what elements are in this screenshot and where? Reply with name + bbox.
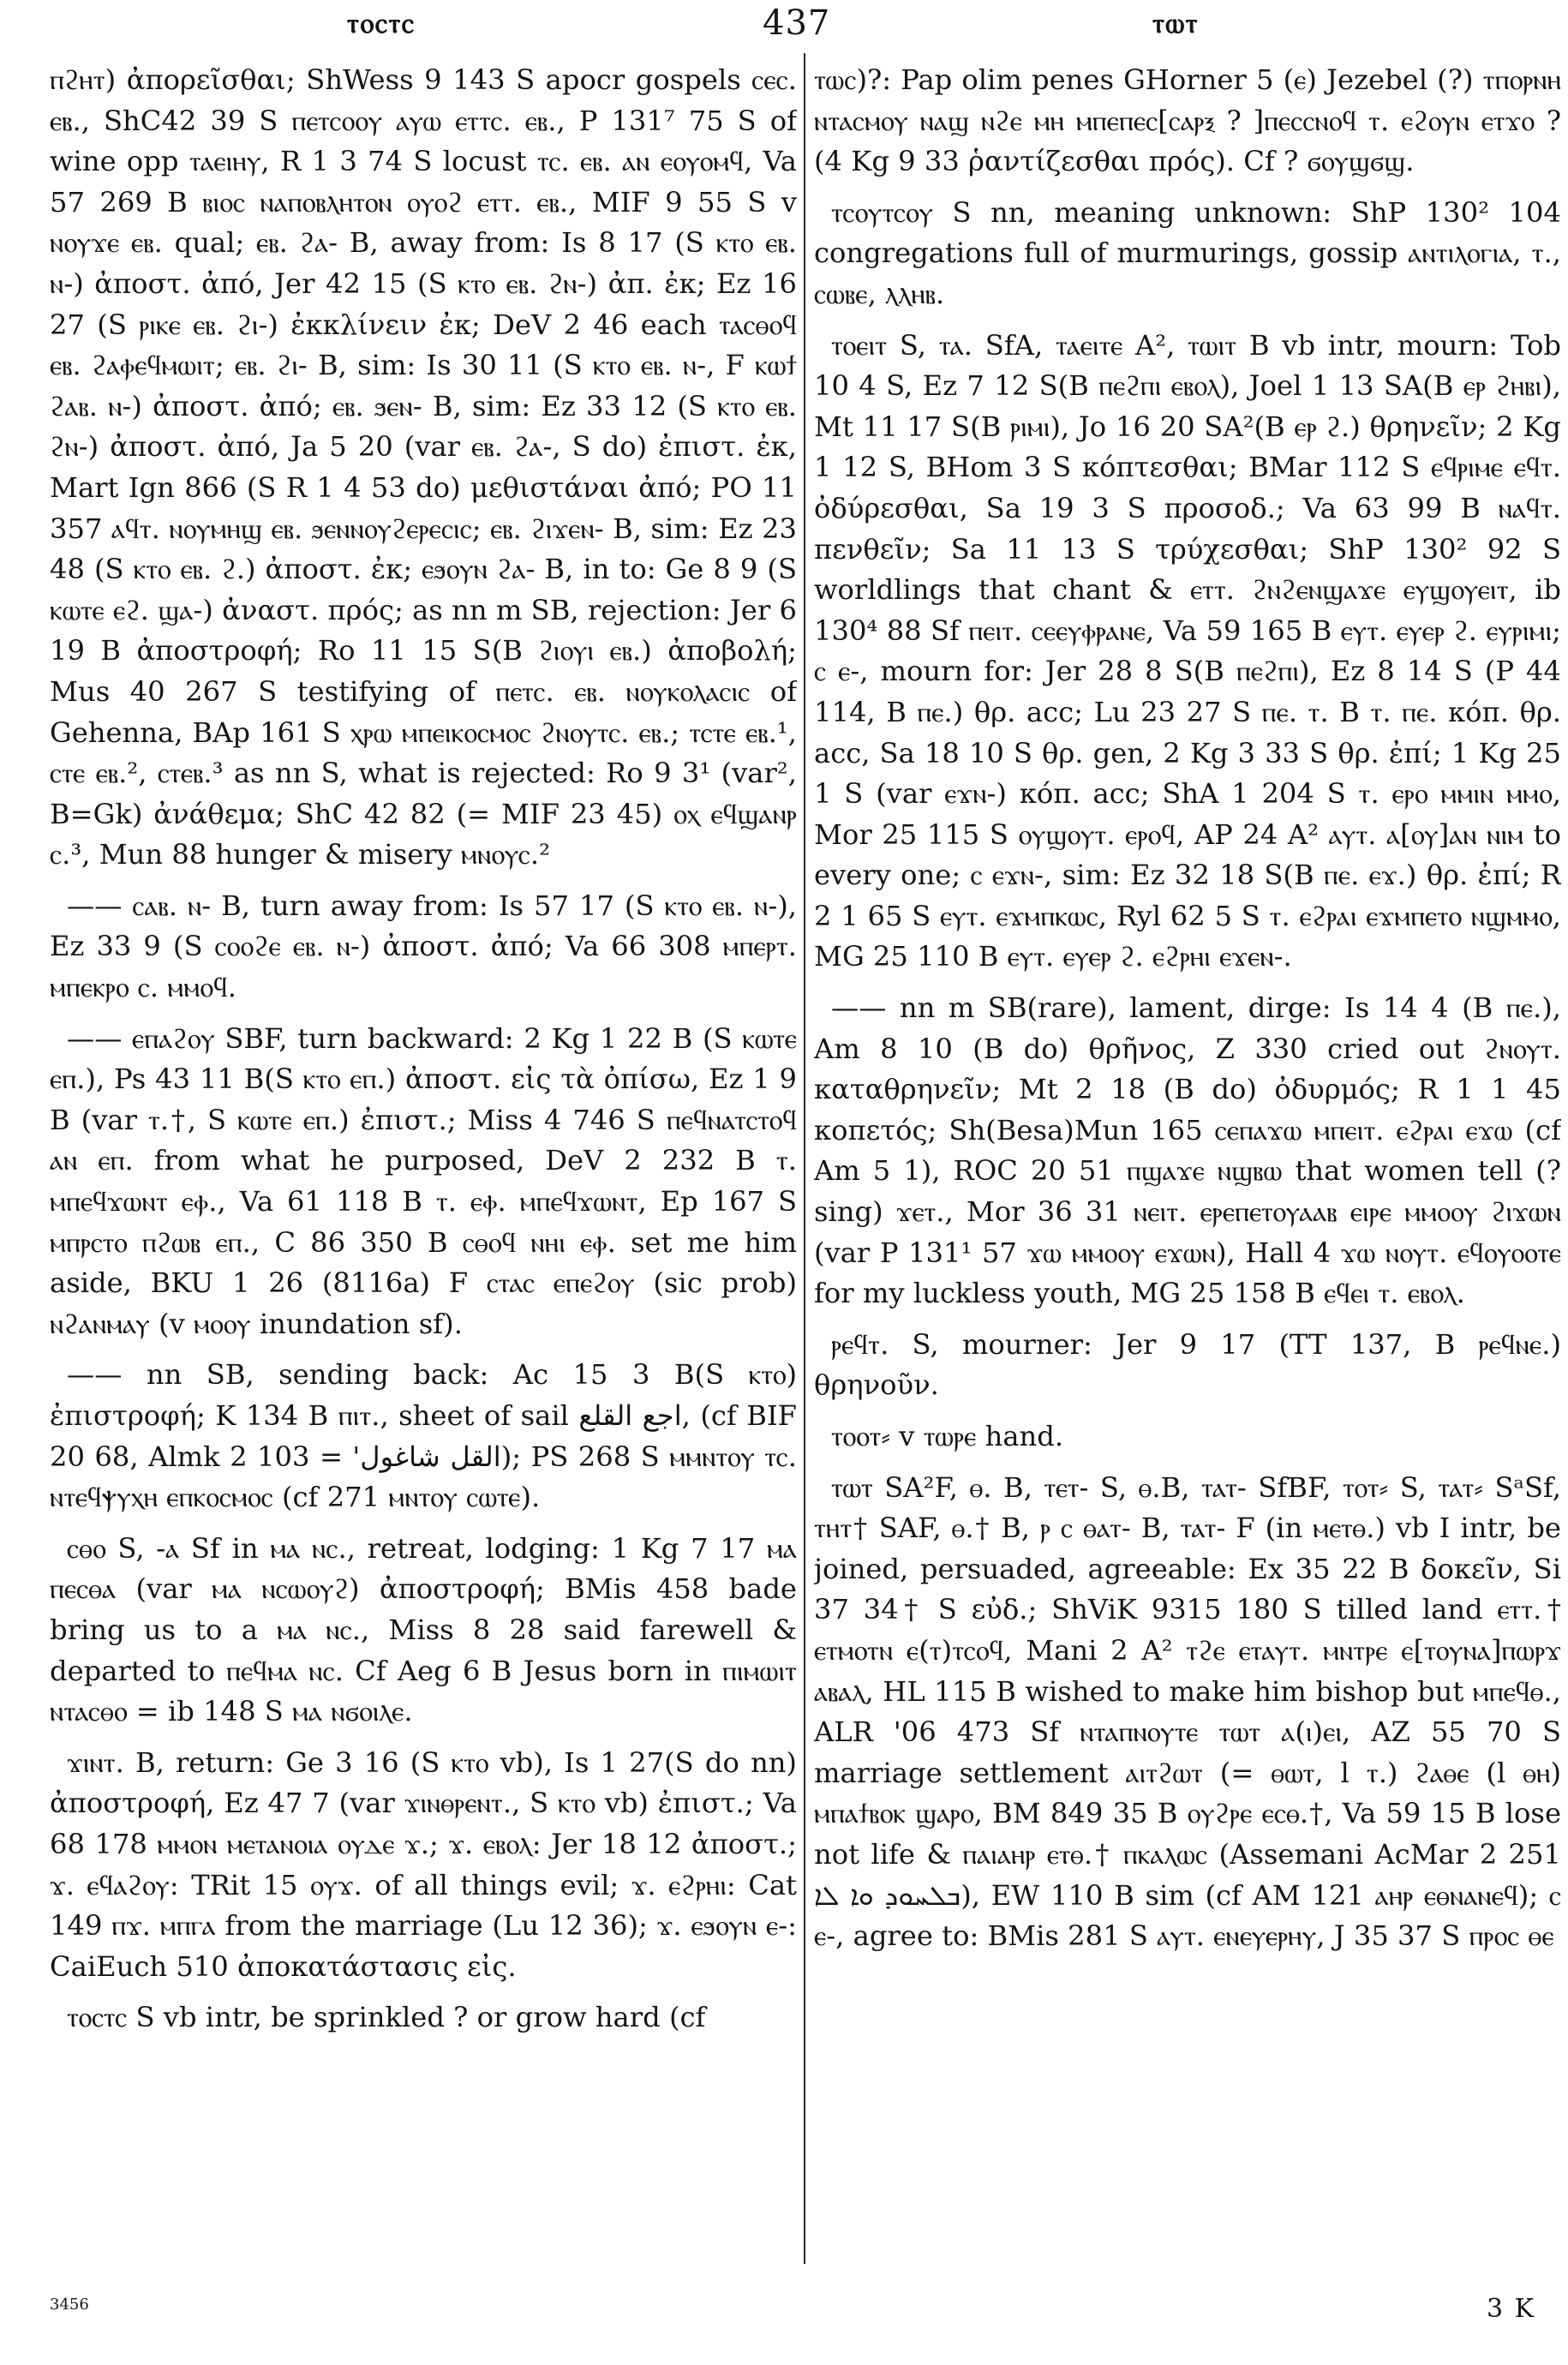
left-column — [50, 60, 797, 2271]
page-number: 437 — [763, 3, 831, 43]
running-head-left: ⲧⲟⲥⲧⲥ — [347, 7, 416, 39]
entry-paragraph: —— nn m SB(rare), lament, dirge: Is 14 4 (B ⲡⲉ.), Am 8 10 (B do) θρῆνος, Z 330 cried out ϩⲛⲟⲩⲧ. καταθρηνεῖν; Mt 2 18 (B do) ὀδυρμός; R 1 1 45 κοπετός; Sh(Besa)Mun 165 ⲥⲉⲡⲁϫⲱ ⲙⲡⲉⲓⲧ. ⲉϩⲣⲁⲓ ⲉϫⲱ (cf Am 5 1), ROC 20 51 ⲡϣⲁϫⲉ ⲛϣⲃⲱ that women tell (? sing) ϫⲉⲧ., Mor 36 31 ⲛⲉⲓⲧ. ⲉⲣⲉⲡⲉⲧⲟⲩⲁⲁⲃ ⲉⲓⲣⲉ ⲙⲙⲟⲟⲩ ϩⲓϫⲱⲛ (var P 131¹ 57 ϫⲱ ⲙⲙⲟⲟⲩ ⲉϫⲱⲛ), Hall 4 ϫⲱ ⲛⲟⲩⲧ. ⲉϥⲟⲩⲟⲟⲧⲉ for my luckless youth, MG 25 158 B ⲉϥⲉⲓ ⲧ. ⲉⲃⲟⲗ. — [814, 991, 1561, 1310]
entry-paragraph: ⲥⲑⲟ S, -ⲁ Sf in ⲙⲁ ⲛⲥ., retreat, lodging: 1 Kg 7 17 ⲙⲁ ⲡⲉⲥⲑⲁ (var ⲙⲁ ⲛⲥⲱⲟⲩϩ) ἀποστροφή; BMis 458 bade bring us to a ⲙⲁ ⲛⲥ., Miss 8 28 said farewell & departed to ⲡⲉϥⲙⲁ ⲛⲥ. Cf Aeg 6 B Jesus born in ⲡⲓⲙⲱⲓⲧ ⲛⲧⲁⲥⲑⲟ = ib 148 S ⲙⲁ ⲛϭⲟⲓⲗⲉ. — [50, 1531, 797, 1728]
right-column — [814, 60, 1561, 2271]
entry-paragraph: ⲧⲟⲥⲧⲥ S vb intr, be sprinkled ? or grow hard (cf — [67, 2001, 706, 2034]
entry-paragraph: —— ⲥⲁⲃ. ⲛ- B, turn away from: Is 57 17 (S ⲕⲧⲟ ⲉⲃ. ⲛ-), Ez 33 9 (S ⲥⲟⲟϩⲉ ⲉⲃ. ⲛ-) ἀποστ. ἀπό; Va 66 308 ⲙⲡⲉⲣⲧ. ⲙⲡⲉⲕⲣⲟ ⲥ. ⲙⲙⲟϥ. — [50, 889, 797, 1004]
entry-paragraph: ⲧⲱⲥ)?: Pap olim penes GHorner 5 (ⲉ) Jezebel (?) ⲧⲡⲟⲣⲛⲏ ⲛⲧⲁⲥⲙⲟⲩ ⲛⲁϣ ⲛϩⲉ ⲙⲏ ⲙⲡⲉⲡⲉⲥ[ⲥⲁⲣⲝ ? ]ⲡⲉⲥⲥⲛⲟϥ ⲧ. ⲉϩⲟⲩⲛ ⲉⲧϫⲟ ? (4 Kg 9 33 ῥαντίζεσθαι πρός). Cf ? ϭⲟⲩϣϭϣ. — [814, 63, 1561, 178]
column-divider — [804, 53, 805, 2264]
entry-paragraph: —— ⲉⲡⲁϩⲟⲩ SBF, turn backward: 2 Kg 1 22 B (S ⲕⲱⲧⲉ ⲉⲡ.), Ps 43 11 B(S ⲕⲧⲟ ⲉⲡ.) ἀποστ. εἰς τὰ ὀπίσω, Ez 1 9 B (var ⲧ.†, S ⲕⲱⲧⲉ ⲉⲡ.) ἐπιστ.; Miss 4 746 S ⲡⲉϥⲛⲁⲧⲥⲧⲟϥ ⲁⲛ ⲉⲡ. from what he purposed, DeV 2 232 B ⲧ. ⲙⲡⲉϥϫⲱⲛⲧ ⲉⲫ., Va 61 118 B ⲧ. ⲉⲫ. ⲙⲡⲉϥϫⲱⲛⲧ, Ep 167 S ⲙⲡⲣⲥⲧⲟ ⲡϩⲱⲃ ⲉⲡ., C 86 350 B ⲥⲑⲟϥ ⲛⲏⲓ ⲉⲫ. set me him aside, BKU 1 26 (8116a) F ⲥⲧⲁⲥ ⲉⲡⲉϩⲟⲩ (sic prob) ⲛϩⲁⲛⲙⲁⲩ (v ⲙⲟⲟⲩ inundation sf). — [50, 1021, 797, 1340]
entry-paragraph: ⲧⲥⲟⲩⲧⲥⲟⲩ S nn, meaning unknown: ShP 130² 104 congregations full of murmurings, gossip ⲁⲛⲧⲓⲗⲟⲅⲓⲁ, ⲧ., ⲥⲱⲃⲉ, ⲗⲗⲏⲃ. — [814, 195, 1561, 310]
footer-print-code: 3456 — [50, 2296, 89, 2314]
entry-paragraph: ⲡϩⲏⲧ) ἀπορεῖσθαι; ShWess 9 143 S apocr gospels ⲥⲉⲥ. ⲉⲃ., ShC42 39 S ⲡⲉⲧⲥⲟⲟⲩ ⲁⲩⲱ ⲉⲧⲧⲥ. ⲉⲃ., P 131⁷ 75 S of wine opp ⲧⲁⲉⲓⲏⲩ, R 1 3 74 S locust ⲧⲥ. ⲉⲃ. ⲁⲛ ⲉⲟⲩⲟⲙϥ, Va 57 269 B ⲃⲓⲟⲥ ⲛⲁⲡⲟⲃⲗⲏⲧⲟⲛ ⲟⲩⲟϩ ⲉⲧⲧ. ⲉⲃ., MIF 9 55 S v ⲛⲟⲩϫⲉ ⲉⲃ. qual; ⲉⲃ. ϩⲁ- B, away from: Is 8 17 (S ⲕⲧⲟ ⲉⲃ. ⲛ-) ἀποστ. ἀπό, Jer 42 15 (S ⲕⲧⲟ ⲉⲃ. ϩⲛ-) ἀπ. ἐκ; Ez 16 27 (S ⲣⲓⲕⲉ ⲉⲃ. ϩⲓ-) ἐκκλίνειν ἐκ; DeV 2 46 each ⲧⲁⲥⲑⲟϥ ⲉⲃ. ϩⲁⲫⲉϥⲙⲱⲓⲧ; ⲉⲃ. ϩⲓ- B, sim: Is 30 11 (S ⲕⲧⲟ ⲉⲃ. ⲛ-, F ⲕⲱϯ ϩⲁⲃ. ⲛ-) ἀποστ. ἀπό; ⲉⲃ. ϧⲉⲛ- B, sim: Ez 33 12 (S ⲕⲧⲟ ⲉⲃ. ϩⲛ-) ἀποστ. ἀπό, Ja 5 20 (var ⲉⲃ. ϩⲁ-, S do) ἐπιστ. ἐκ, Mart Ign 866 (S R 1 4 53 do) μεθιστάναι ἀπό; PO 11 357 ⲁϥⲧ. ⲛⲟⲩⲙⲏϣ ⲉⲃ. ϧⲉⲛⲛⲟⲩϩⲉⲣⲉⲥⲓⲥ; ⲉⲃ. ϩⲓϫⲉⲛ- B, sim: Ez 23 48 (S ⲕⲧⲟ ⲉⲃ. ϩ.) ἀποστ. ἐκ; ⲉϧⲟⲩⲛ ϩⲁ- B, in to: Ge 8 9 (S ⲕⲱⲧⲉ ⲉϩ. ϣⲁ-) ἀναστ. πρός; as nn m SB, rejection: Jer 6 19 B ἀποστροφή; Ro 11 15 S(B ϩⲓⲟⲩⲓ ⲉⲃ.) ἀποβολή; Mus 40 267 S testifying of ⲡⲉⲧⲥ. ⲉⲃ. ⲛⲟⲩⲕⲟⲗⲁⲥⲓⲥ of Gehenna, BAp 161 S ⲭⲣⲱ ⲙⲡⲉⲓⲕⲟⲥⲙⲟⲥ ϩⲛⲟⲩⲧⲥ. ⲉⲃ.; ⲧⲥⲧⲉ ⲉⲃ.¹, ⲥⲧⲉ ⲉⲃ.², ⲥⲧⲉⲃ.³ as nn S, what is rejected: Ro 9 3¹ (var², B=Gk) ἀνάθεμα; ShC 42 82 (= MIF 23 45) ⲟⲭ ⲉϥϣⲁⲛⲣ ⲥ.³, Mun 88 hunger & misery ⲙⲛⲟⲩⲥ.² — [50, 63, 797, 871]
entry-paragraph: ⲧⲟⲟⲧ⸗ v ⲧⲱⲣⲉ hand. — [831, 1420, 1064, 1452]
entry-paragraph: ⲧⲟⲉⲓⲧ S, ⲧⲁ. SfA, ⲧⲁⲉⲓⲧⲉ A², ⲧⲱⲓⲧ B vb intr, mourn: Tob 10 4 S, Ez 7 12 S(B ⲡⲉϩⲡⲓ ⲉⲃⲟⲗ), Joel 1 13 SA(B ⲉⲣ ϩⲏⲃⲓ), Mt 11 17 S(B ⲣⲓⲙⲓ), Jo 16 20 SA²(B ⲉⲣ ϩ.) θρηνεῖν; 2 Kg 1 12 S, BHom 3 S κόπτεσθαι; BMar 112 S ⲉϥⲣⲓⲙⲉ ⲉϥⲧ. ὀδύρεσθαι, Sa 19 3 S προσοδ.; Va 63 99 B ⲛⲁϥⲧ. πενθεῖν; Sa 11 13 S τρύχεσθαι; ShP 130² 92 S worldlings that chant & ⲉⲧⲧ. ϩⲛϩⲉⲛϣⲁϫⲉ ⲉⲩϣⲟⲩⲉⲓⲧ, ib 130⁴ 88 Sf ⲡⲉⲓⲧ. ⲥⲉⲉⲩⲫⲣⲁⲛⲉ, Va 59 165 B ⲉⲩⲧ. ⲉⲩⲉⲣ ϩ. ⲉⲩⲣⲓⲙⲓ; ⲥ ⲉ-, mourn for: Jer 28 8 S(B ⲡⲉϩⲡⲓ), Ez 8 14 S (P 44 114, B ⲡⲉ.) θρ. acc; Lu 23 27 S ⲡⲉ. ⲧ. B ⲧ. ⲡⲉ. κόπ. θρ. acc, Sa 18 10 S θρ. gen, 2 Kg 3 33 S θρ. ἐπί; 1 Kg 25 1 S (var ⲉϫⲛ-) κόπ. acc; ShA 1 204 S ⲧ. ⲉⲣⲟ ⲙⲙⲓⲛ ⲙⲙⲟ, Mor 25 115 S ⲟⲩϣⲟⲩⲧ. ⲉⲣⲟϥ, AP 24 A² ⲁⲩⲧ. ⲁ[ⲟⲩ]ⲁⲛ ⲛⲓⲙ to every one; ⲥ ⲉϫⲛ-, sim: Ez 32 18 S(B ⲡⲉ. ⲉϫ.) θρ. ἐπί; R 2 1 65 S ⲉⲩⲧ. ⲉϫⲙⲡⲕⲱⲥ, Ryl 62 5 S ⲧ. ⲉϩⲣⲁⲓ ⲉϫⲙⲡⲉⲧⲟ ⲛϣⲙⲙⲟ, MG 25 110 B ⲉⲩⲧ. ⲉⲩⲉⲣ ϩ. ⲉϩⲣⲏⲓ ⲉϫⲉⲛ-. — [814, 328, 1561, 973]
entry-paragraph: ⲧⲱⲧ SA²F, ⲑ. B, ⲧⲉⲧ- S, ⲑ.B, ⲧⲁⲧ- SfBF, ⲧⲟⲧ⸗ S, ⲧⲁⲧ⸗ SᵃSf, ⲧⲏⲧ† SAF, ⲑ.† B, ⲣ ⲥ ⲑⲁⲧ- B, ⲧⲁⲧ- F (in ⲙⲉⲧⲑ.) vb I intr, be joined, persuaded, agreeable: Ex 35 22 B δοκεῖν, Si 37 34† S εὐδ.; ShViK 9315 180 S tilled land ⲉⲧⲧ.† ⲉⲧⲙⲟⲧⲛ ⲉ(ⲧ)ⲧⲥⲟϥ, Mani 2 A² ⲧϩⲉ ⲉⲧⲁⲩⲧ. ⲙⲛⲧⲣⲉ ⲉ[ⲧⲟⲩⲛⲁ]ⲡⲱⲣϫ ⲁⲃⲁⲗ, HL 115 B wished to make him bishop but ⲙⲡⲉϥⲑ., ALR '06 473 Sf ⲛⲧⲁⲡⲛⲟⲩⲧⲉ ⲧⲱⲧ ⲁ(ⲓ)ⲉⲓ, AZ 55 70 S marriage settlement ⲁⲓⲧϩⲱⲧ (= ⲑⲱⲧ, l ⲧ.) ϩⲁⲑⲉ (l ⲑⲏ) ⲙⲡⲁϯⲃⲟⲕ ϣⲁⲣⲟ, BM 849 35 B ⲟⲩϩⲣⲉ ⲉⲥⲑ.†, Va 59 15 B lose not life & ⲡⲁⲓⲁⲏⲣ ⲉⲧⲑ.† ⲡⲕⲁⲗⲱⲥ (Assemani AcMar 2 251 ܒܠܚܘܕ ܘܐ ܠܐ), EW 110 B sim (cf AM 121 ⲁⲏⲣ ⲉⲑⲛⲁⲛⲉϥ); ⲥ ⲉ-, agree to: BMis 281 S ⲁⲩⲧ. ⲉⲛⲉⲩⲉⲣⲏⲩ, J 35 37 S ⲡⲣⲟⲥ ⲑⲉ — [814, 1470, 1561, 1953]
entry-paragraph: —— nn SB, sending back: Ac 15 3 B(S ⲕⲧⲟ) ἐπιστροφή; K 134 B ⲡⲓⲧ., sheet of sail اجع القلع, (cf BIF 20 68, Almk 2 103 = 'القل شاغول); PS 268 S ⲙⲙⲛⲧⲟⲩ ⲧⲥ. ⲛⲧⲉϥⲯⲩⲭⲏ ⲉⲡⲕⲟⲥⲙⲟⲥ (cf 271 ⲙⲛⲧⲟⲩ ⲥⲱⲧⲉ). — [50, 1358, 797, 1514]
running-head-right: ⲧⲱⲧ — [1152, 7, 1200, 39]
entry-paragraph: ϫⲓⲛⲧ. B, return: Ge 3 16 (S ⲕⲧⲟ vb), Is 1 27(S do nn) ἀποστροφή, Ez 47 7 (var ϫⲓⲛⲑⲣⲉⲛⲧ., S ⲕⲧⲟ vb) ἐπιστ.; Va 68 178 ⲙⲙⲟⲛ ⲙⲉⲧⲁⲛⲟⲓⲁ ⲟⲩⲇⲉ ϫ.; ϫ. ⲉⲃⲟⲗ: Jer 18 12 ἀποστ.; ϫ. ⲉϥⲁϩⲟⲩ: TRit 15 ⲟⲩϫ. of all things evil; ϫ. ⲉϩⲣⲏⲓ: Cat 149 ⲡϫ. ⲙⲡⲅⲁ from the marriage (Lu 12 36); ϫ. ⲉϧⲟⲩⲛ ⲉ-: CaiEuch 510 ἀποκατάστασις εἰς. — [50, 1745, 797, 1983]
entry-paragraph: ⲣⲉϥⲧ. S, mourner: Jer 9 17 (TT 137, B ⲣⲉϥⲛⲉ.) θρηνοῦν. — [814, 1327, 1561, 1402]
footer-signature: 3 K — [1486, 2294, 1535, 2324]
